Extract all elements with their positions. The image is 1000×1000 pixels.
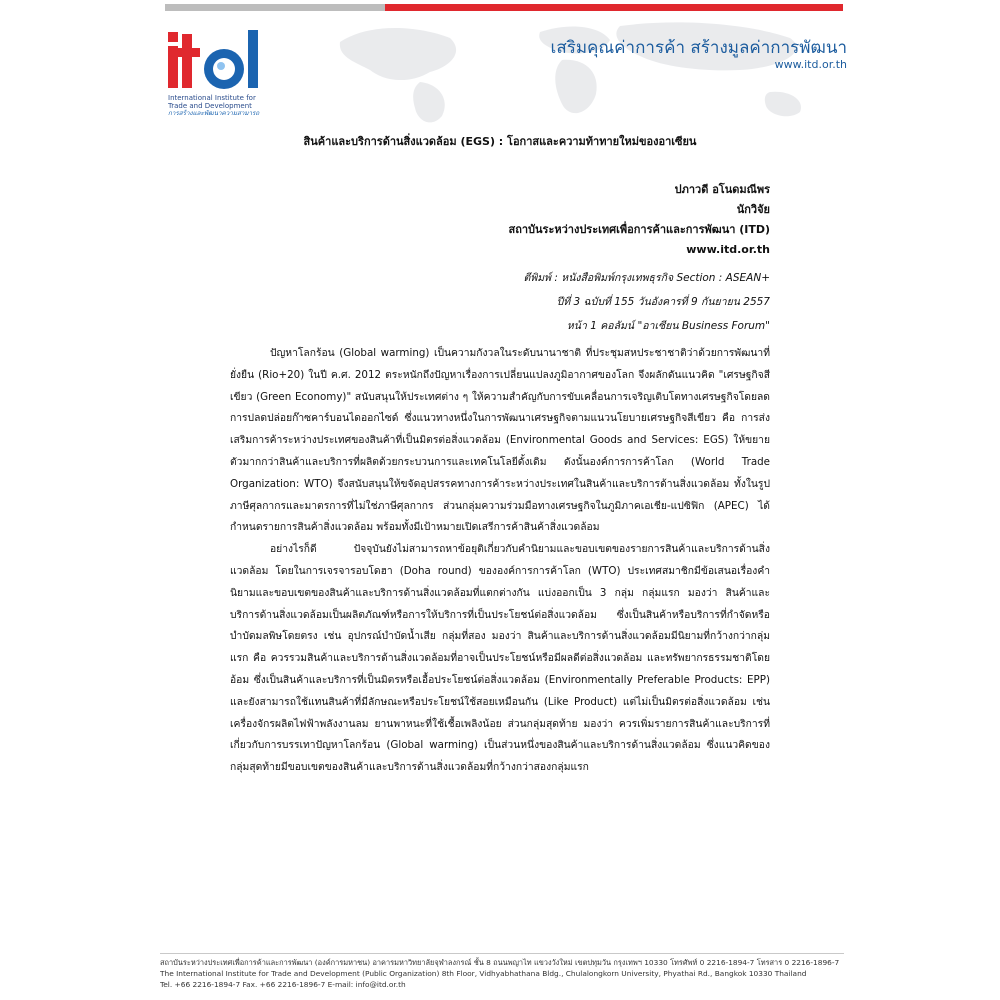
author-organization: สถาบันระหว่างประเทศเพื่อการค้าและการพัฒนา (ITD) [508, 223, 770, 236]
header-gray-bar [165, 4, 385, 11]
publication-line-2: ปีที่ 3 ฉบับที่ 155 วันอังคารที่ 9 กันยายน 2557 [556, 296, 770, 308]
logo-subtitle-line-2: Trade and Development [168, 102, 252, 110]
logo-subtitle-line-1: International Institute for [168, 94, 256, 102]
logo-subtitle [168, 94, 288, 118]
publication-info [524, 266, 771, 338]
footer-line-1: สถาบันระหว่างประเทศเพื่อการค้าและการพัฒนา (องค์การมหาชน) อาคารมหาวิทยาลัยจุฬาลงกรณ์ ชั้น 8 ถนนพญาไท แขวงวังใหม่ เขตปทุมวัน กรุงเทพฯ 10330 โทรศัพท์ 0 2216-1894-7 โทรสาร 0 2216-1896-7 [160, 958, 840, 967]
footer-divider [160, 953, 844, 954]
author-block [508, 180, 770, 260]
header-tagline: เสริมคุณค่าการค้า สร้างมูลค่าการพัฒนา [550, 38, 847, 58]
world-map-background [300, 12, 860, 132]
publication-line-3: หน้า 1 คอลัมน์ "อาเซียน Business Forum" [566, 320, 770, 332]
header-red-bar [385, 4, 843, 11]
footer [160, 957, 844, 990]
header-website[interactable]: www.itd.or.th [774, 58, 847, 71]
footer-line-3: Tel. +66 2216-1894-7 Fax. +66 2216-1896-7 E-mail: info@itd.or.th [160, 980, 406, 989]
author-name: ปภาวดี อโนดมณีพร [674, 183, 770, 196]
publication-line-1: ตีพิมพ์ : หนังสือพิมพ์กรุงเทพธุรกิจ Section : ASEAN+ [523, 272, 770, 284]
logo-wordmark: itd [166, 22, 168, 23]
paragraph-2: อย่างไรก็ดี ปัจจุบันยังไม่สามารถหาข้อยุติเกี่ยวกับคำนิยามและขอบเขตของรายการสินค้าและบริการด้านสิ่งแวดล้อม โดยในการเจรจารอบโดฮา (Doha round) ขององค์การการค้าโลก (WTO) ประเทศสมาชิกมีข้อเสนอเรื่องคำนิยามและขอบเขตของสินค้าและบริการด้านสิ่งแวดล้อมที่แตกต่างกัน แบ่งออกเป็น 3 กลุ่ม กลุ่มแรก มองว่า สินค้าและบริการด้านสิ่งแวดล้อมเป็นผลิตภัณฑ์หรือการให้บริการที่เป็นประโยชน์ต่อสิ่งแวดล้อม ซึ่งเป็นสินค้าหรือบริการที่กำจัดหรือบำบัดมลพิษโดยตรง เช่น อุปกรณ์บำบัดน้ำเสีย กลุ่มที่สอง มองว่า สินค้าและบริการด้านสิ่งแวดล้อมมีนิยามที่กว้างกว่ากลุ่มแรก คือ ควรรวมสินค้าและบริการด้านสิ่งแวดล้อมที่อาจเป็นประโยชน์หรือมีผลดีต่อสิ่งแวดล้อม และทรัพยากรธรรมชาติโดยอ้อม ซึ่งเป็นสินค้าและบริการที่เป็นมิตรหรือเอื้อประโยชน์ต่อสิ่งแวดล้อม (Environmentally Preferable Products: EPP) และยังสามารถใช้แทนสินค้าที่มีลักษณะหรือประโยชน์ใช้สอยเหมือนกัน (Like Product) แต่ไม่เป็นมิตรต่อสิ่งแวดล้อม เช่น เครื่องจักรผลิตไฟฟ้าพลังงานลม ยานพาหนะที่ใช้เชื้อเพลิงน้อย ส่วนกลุ่มสุดท้าย มองว่า ควรเพิ่มรายการสินค้าและบริการที่เกี่ยวกับการบรรเทาปัญหาโลกร้อน (Global warming) เป็นส่วนหนึ่งของสินค้าและบริการด้านสิ่งแวดล้อม ซึ่งแนวคิดของกลุ่มสุดท้ายมีขอบเขตของสินค้าและบริการด้านสิ่งแวดล้อมที่กว้างกว่าสองกลุ่มแรก [230, 543, 770, 774]
paragraph-1: ปัญหาโลกร้อน (Global warming) เป็นความกังวลในระดับนานาชาติ ที่ประชุมสหประชาชาติว่าด้วยการพัฒนาที่ยั่งยืน (Rio+20) ในปี ค.ศ. 2012 ตระหนักถึงปัญหาเรื่องการเปลี่ยนแปลงภูมิอากาศของโลก จึงผลักดันแนวคิด "เศรษฐกิจสีเขียว (Green Economy)" สนับสนุนให้ประเทศต่าง ๆ ให้ความสำคัญกับการขับเคลื่อนการเจริญเติบโตทางเศรษฐกิจโดยลดการปลดปล่อยก๊าซคาร์บอนไดออกไซด์ ซึ่งแนวทางหนึ่งในการพัฒนาเศรษฐกิจตามแนวนโยบายเศรษฐกิจสีเขียว คือ การส่งเสริมการค้าระหว่างประเทศของสินค้าที่เป็นมิตรต่อสิ่งแวดล้อม (Environmental Goods and Services: EGS) ให้ขยายตัวมากกว่าสินค้าและบริการที่ผลิตด้วยกระบวนการและเทคโนโลยีดั้งเดิม ดังนั้นองค์การการค้าโลก (World Trade Organization: WTO) จึงสนับสนุนให้ขจัดอุปสรรคทางการค้าระหว่างประเทศในสินค้าและบริการด้านสิ่งแวดล้อม ทั้งในรูปภาษีศุลกากรและมาตรการที่ไม่ใช่ภาษีศุลกากร ส่วนกลุ่มความร่วมมือทางเศรษฐกิจในภูมิภาคเอเชีย-แปซิฟิก (APEC) ได้กำหนดรายการสินค้าสิ่งแวดล้อม พร้อมทั้งมีเป้าหมายเปิดเสรีการค้าสินค้าสิ่งแวดล้อม [230, 347, 770, 534]
article-body [230, 343, 770, 779]
footer-line-2: The International Institute for Trade and Development (Public Organization) 8th Floor, Vidhyabhathana Bldg., Chulalongkorn University, Phyathai Rd., Bangkok 10330 Thailand [160, 969, 807, 978]
author-website[interactable]: www.itd.or.th [686, 243, 770, 256]
document-title: สินค้าและบริการด้านสิ่งแวดล้อม (EGS) : โอกาสและความท้าทายใหม่ของอาเซียน [303, 135, 697, 148]
author-position: นักวิจัย [736, 203, 770, 216]
logo-subtitle-small: การสร้างและพัฒนาความสามารถ [168, 110, 260, 117]
